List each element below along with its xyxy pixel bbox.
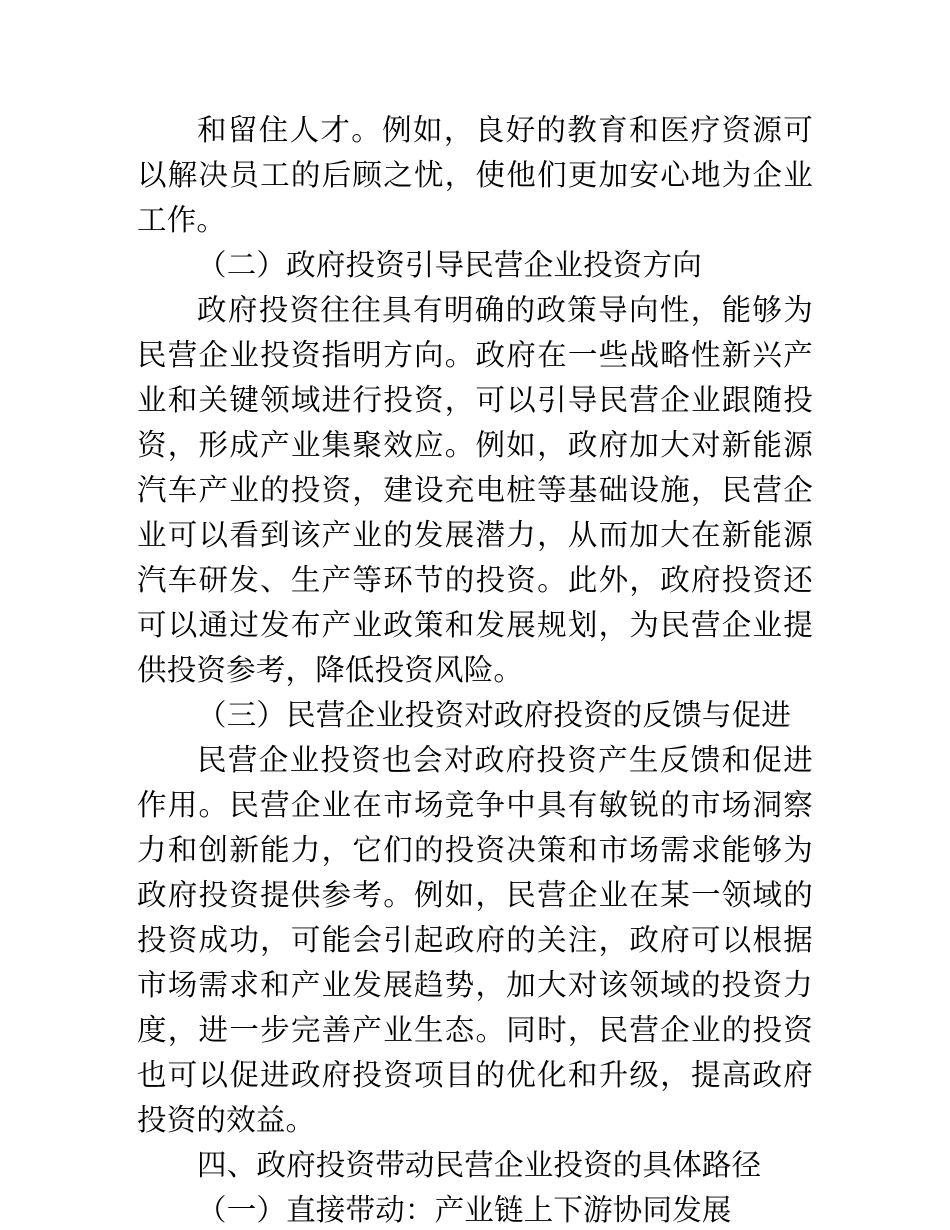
heading-section-er: （二）政府投资引导民营企业投资方向 <box>197 248 702 282</box>
heading-section-yi: （一）直接带动：产业链上下游协同发展 <box>197 1193 732 1227</box>
document-text-column <box>137 108 813 1230</box>
paragraph-section-san-body: 民营企业投资也会对政府投资产生反馈和促进作用。民营企业在市场竞争中具有敏锐的市场洞察力和创新能力，它们的投资决策和市场需求能够为政府投资提供参考。例如，民营企业在某一领域的投资成功，可能会引起政府的关注，政府可以根据市场需求和产业发展趋势，加大对该领域的投资力度，进一步完善产业生态。同时，民营企业的投资也可以促进政府投资项目的优化和升级，提高政府投资的效益。 <box>137 743 813 1137</box>
paragraph-section-er-body: 政府投资往往具有明确的政策导向性，能够为民营企业投资指明方向。政府在一些战略性新兴产业和关键领域进行投资，可以引导民营企业跟随投资，形成产业集聚效应。例如，政府加大对新能源汽车产业的投资，建设充电桩等基础设施，民营企业可以看到该产业的发展潜力，从而加大在新能源汽车研发、生产等环节的投资。此外，政府投资还可以通过发布产业政策和发展规划，为民营企业提供投资参考，降低投资风险。 <box>137 293 813 687</box>
heading-section-san: （三）民营企业投资对政府投资的反馈与促进 <box>197 698 792 732</box>
heading-section-si: 四、政府投资带动民营企业投资的具体路径 <box>197 1148 762 1182</box>
paragraph-continuation: 和留住人才。例如，良好的教育和医疗资源可以解决员工的后顾之忧，使他们更加安心地为企业工作。 <box>137 113 813 237</box>
